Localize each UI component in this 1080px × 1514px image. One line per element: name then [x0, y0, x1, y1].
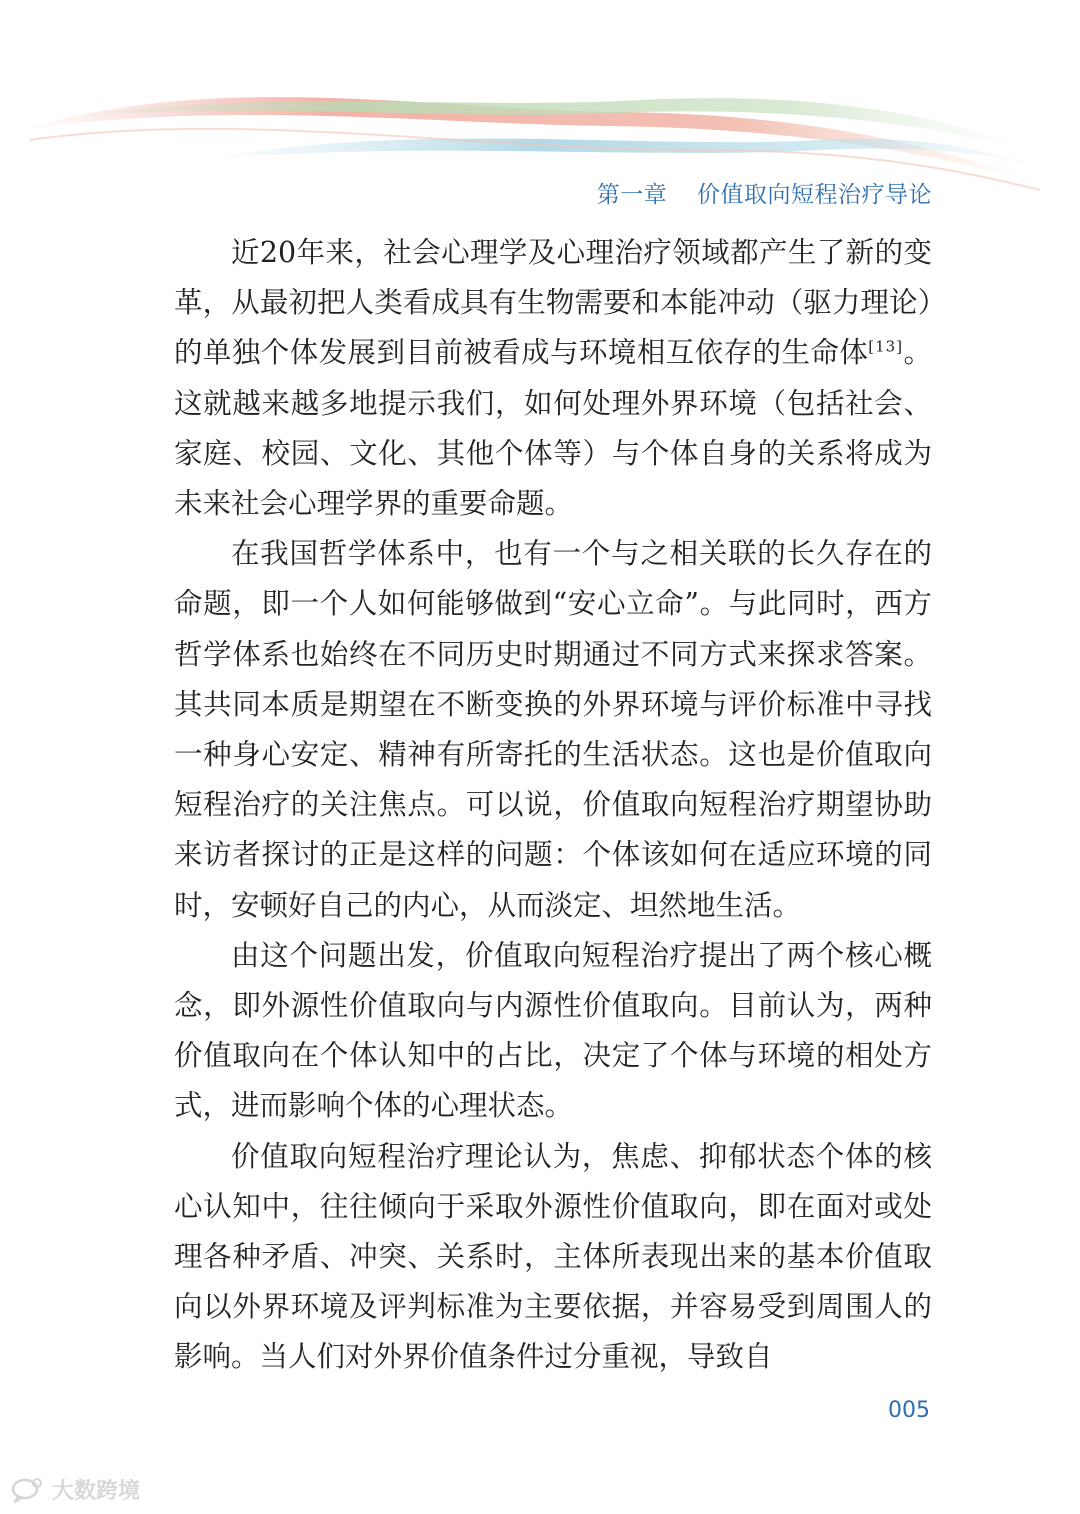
paragraph: 由这个问题出发，价值取向短程治疗提出了两个核心概念，即外源性价值取向与内源性价值取向。目前认为，两种价值取向在个体认知中的占比，决定了个体与环境的相处方式，进而影响个体的心理状态。	[174, 938, 932, 1123]
body-text	[174, 228, 932, 1383]
watermark-text: 大数跨境	[52, 1479, 141, 1504]
paragraph: 在我国哲学体系中，也有一个与之相关联的长久存在的命题，即一个人如何能够做到“安心立命”。与此同时，西方哲学体系也始终在不同历史时期通过不同方式来探求答案。其共同本质是期望在不断变换的外界环境与评价标准中寻找一种身心安定、精神有所寄托的生活状态。这也是价值取向短程治疗的关注焦点。可以说，价值取向短程治疗期望协助来访者探讨的正是这样的问题：个体该如何在适应环境的同时，安顿好自己的内心，从而淡定、坦然地生活。	[174, 537, 932, 922]
chat-bubble-icon	[10, 1477, 44, 1503]
chapter-number: 第一章	[596, 182, 668, 208]
citation-superscript: [13]	[868, 337, 904, 356]
running-header	[597, 176, 932, 209]
page-number: 005	[888, 1398, 930, 1423]
watermark	[10, 1474, 140, 1505]
chapter-title: 价值取向短程治疗导论	[697, 182, 932, 208]
paragraph	[174, 228, 932, 529]
paragraph: 价值取向短程治疗理论认为，焦虑、抑郁状态个体的核心认知中，往往倾向于采取外源性价值取向，即在面对或处理各种矛盾、冲突、关系时，主体所表现出来的基本价值取向以外界环境及评判标准为主要依据，并容易受到周围人的影响。当人们对外界价值条件过分重视，导致自	[174, 1139, 932, 1374]
paragraph-text: 近20年来，社会心理学及心理治疗领域都产生了新的变革，从最初把人类看成具有生物需要和本能冲动（驱力理论）的单独个体发展到目前被看成与环境相互依存的生命体	[174, 236, 932, 370]
paragraph-text: 。这就越来越多地提示我们，如何处理外界环境（包括社会、家庭、校园、文化、其他个体等）与个体自身的关系将成为未来社会心理学界的重要命题。	[174, 336, 932, 521]
header-decoration	[0, 0, 1080, 200]
